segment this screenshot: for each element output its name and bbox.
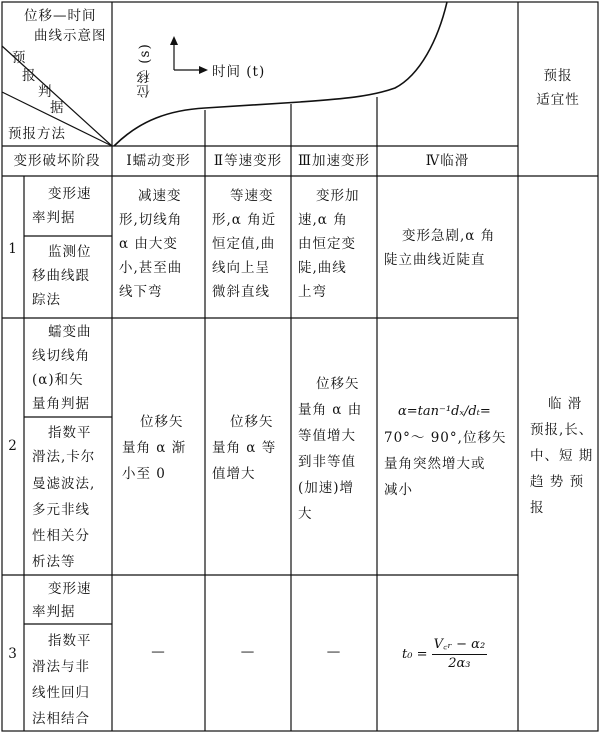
g1-method-b-1: 监测位	[48, 244, 92, 260]
stage-row-label: 变形破坏阶段	[13, 153, 101, 169]
g1-s1-1: 减速变	[138, 188, 182, 204]
g1-s1-4: 小,甚至曲	[119, 260, 183, 276]
g3-method-a-1: 变形速	[48, 581, 92, 597]
g2-s2-1: 位移矢	[230, 414, 274, 430]
displacement-time-curve	[114, 2, 447, 146]
g1-s2-2: 形,α 角近	[212, 212, 277, 228]
g1-s1-3: α 由大变	[119, 236, 178, 252]
g3-s3-dash: —	[326, 644, 342, 660]
g2-method-b-2: 滑法,卡尔	[32, 449, 96, 465]
g2-s1-3: 小至 0	[122, 466, 166, 482]
g2-s2-3: 值增大	[212, 466, 256, 482]
g1-s4-2: 陡立曲线近陡直	[384, 252, 486, 268]
g3-method-b-2: 滑法与非	[32, 659, 90, 675]
g2-method-b-5: 性相关分	[32, 528, 90, 544]
g2-method-b-4: 多元非线	[32, 502, 90, 518]
g2-method-b-1: 指数平	[48, 425, 92, 441]
g2-s2-2: 量角 α 等	[212, 440, 277, 456]
group-1-number: 1	[8, 241, 18, 257]
g2-s4-formula: α=tan⁻¹dₓ/dₜ=	[398, 404, 491, 419]
suitability-header-2: 适宜性	[536, 92, 580, 108]
g2-method-a-2: 线切线角	[32, 348, 90, 364]
g3-formula-numerator: V꜀ᵣ − α₂	[432, 636, 488, 655]
g3-method-b-3: 线性回归	[32, 685, 90, 701]
stage-3-label: Ⅲ加速变形	[297, 153, 371, 169]
header-criterion-char-2: 报	[22, 68, 37, 84]
g1-method-b-3: 踪法	[32, 292, 61, 308]
g2-method-a-4: 量角判据	[32, 396, 90, 412]
stage-1-label: Ⅰ蠕动变形	[126, 153, 191, 169]
g1-method-a-2: 率判据	[32, 210, 76, 226]
g2-suit-1: 临 滑	[548, 396, 583, 412]
g3-s1-dash: —	[151, 644, 166, 660]
g2-method-a-3: (α)和矢	[32, 372, 84, 388]
header-criterion-char-1: 预	[12, 50, 27, 66]
g2-s3-6: 大	[298, 506, 313, 522]
chart-x-label: 时间 (t)	[212, 64, 266, 80]
g2-method-b-3: 曼滤波法,	[32, 476, 96, 492]
g2-method-a-1: 蠕变曲	[48, 324, 92, 340]
group-2-number: 2	[8, 438, 18, 454]
g3-formula-fraction	[432, 636, 488, 673]
g3-formula	[402, 636, 487, 673]
header-criterion-char-4: 据	[50, 100, 65, 116]
g2-s3-5: (加速)增	[298, 480, 355, 496]
g1-s4-1: 变形急剧,α 角	[402, 228, 496, 244]
header-method-label: 预报方法	[8, 126, 66, 142]
g1-s3-5: 上弯	[298, 284, 327, 300]
g3-formula-denominator: 2α₃	[448, 656, 471, 671]
stage-2-label: Ⅱ等速变形	[213, 153, 283, 169]
g2-s1-1: 位移矢	[140, 414, 184, 430]
g3-method-b-4: 法相结合	[32, 711, 90, 727]
g2-s3-4: 到非等值	[298, 454, 356, 470]
g1-s2-3: 恒定值,曲	[212, 236, 276, 252]
g1-s1-2: 形,切线角	[119, 212, 183, 228]
g2-s4-2: 量角突然增大或	[384, 456, 486, 472]
g2-s3-3: 等值增大	[298, 428, 356, 444]
g1-s3-4: 陡,曲线	[298, 260, 347, 276]
table-border	[2, 2, 598, 731]
g3-method-b-1: 指数平	[48, 633, 92, 649]
g1-s3-2: 速,α 角	[298, 212, 348, 228]
suitability-header-1: 预报	[543, 68, 573, 84]
g2-method-b-6: 析法等	[32, 554, 76, 570]
header-curve-label-2: 曲线示意图	[34, 28, 107, 44]
g3-method-a-2: 率判据	[32, 604, 76, 620]
header-criterion-char-3: 判	[38, 84, 53, 100]
g1-method-a-1: 变形速	[48, 186, 92, 202]
g2-s4-1: 70°～ 90°,位移矢	[384, 430, 507, 446]
g3-formula-lhs: t₀ =	[402, 647, 428, 662]
g1-s2-5: 微斜直线	[212, 284, 270, 300]
g2-suit-5: 报	[530, 500, 545, 516]
x-arrowhead	[199, 66, 208, 74]
g2-s1-2: 量角 α 渐	[122, 440, 187, 456]
g1-s2-1: 等速变	[230, 188, 274, 204]
g2-s3-2: 量角 α 由	[298, 402, 363, 418]
header-curve-label-1: 位移—时间	[24, 8, 97, 24]
g1-s3-3: 由恒定变	[298, 236, 356, 252]
stage-4-label: Ⅳ临滑	[425, 153, 470, 169]
group-3-number: 3	[8, 646, 18, 662]
g2-s3-1: 位移矢	[316, 376, 360, 392]
g2-suit-2: 预报,长、	[530, 422, 594, 438]
g3-s2-dash: —	[240, 644, 256, 660]
g1-s3-1: 变形加	[316, 188, 360, 204]
g2-suit-3: 中、短 期	[530, 448, 594, 464]
chart-y-label: 位移 (s)	[137, 43, 153, 98]
g1-s2-4: 线向上呈	[212, 260, 270, 276]
y-arrowhead	[170, 36, 178, 45]
g2-suit-4: 趋 势 预	[530, 474, 585, 490]
g2-s4-3: 减小	[384, 482, 413, 498]
g1-method-b-2: 移曲线跟	[32, 268, 90, 284]
g1-s1-5: 线下弯	[119, 284, 163, 300]
